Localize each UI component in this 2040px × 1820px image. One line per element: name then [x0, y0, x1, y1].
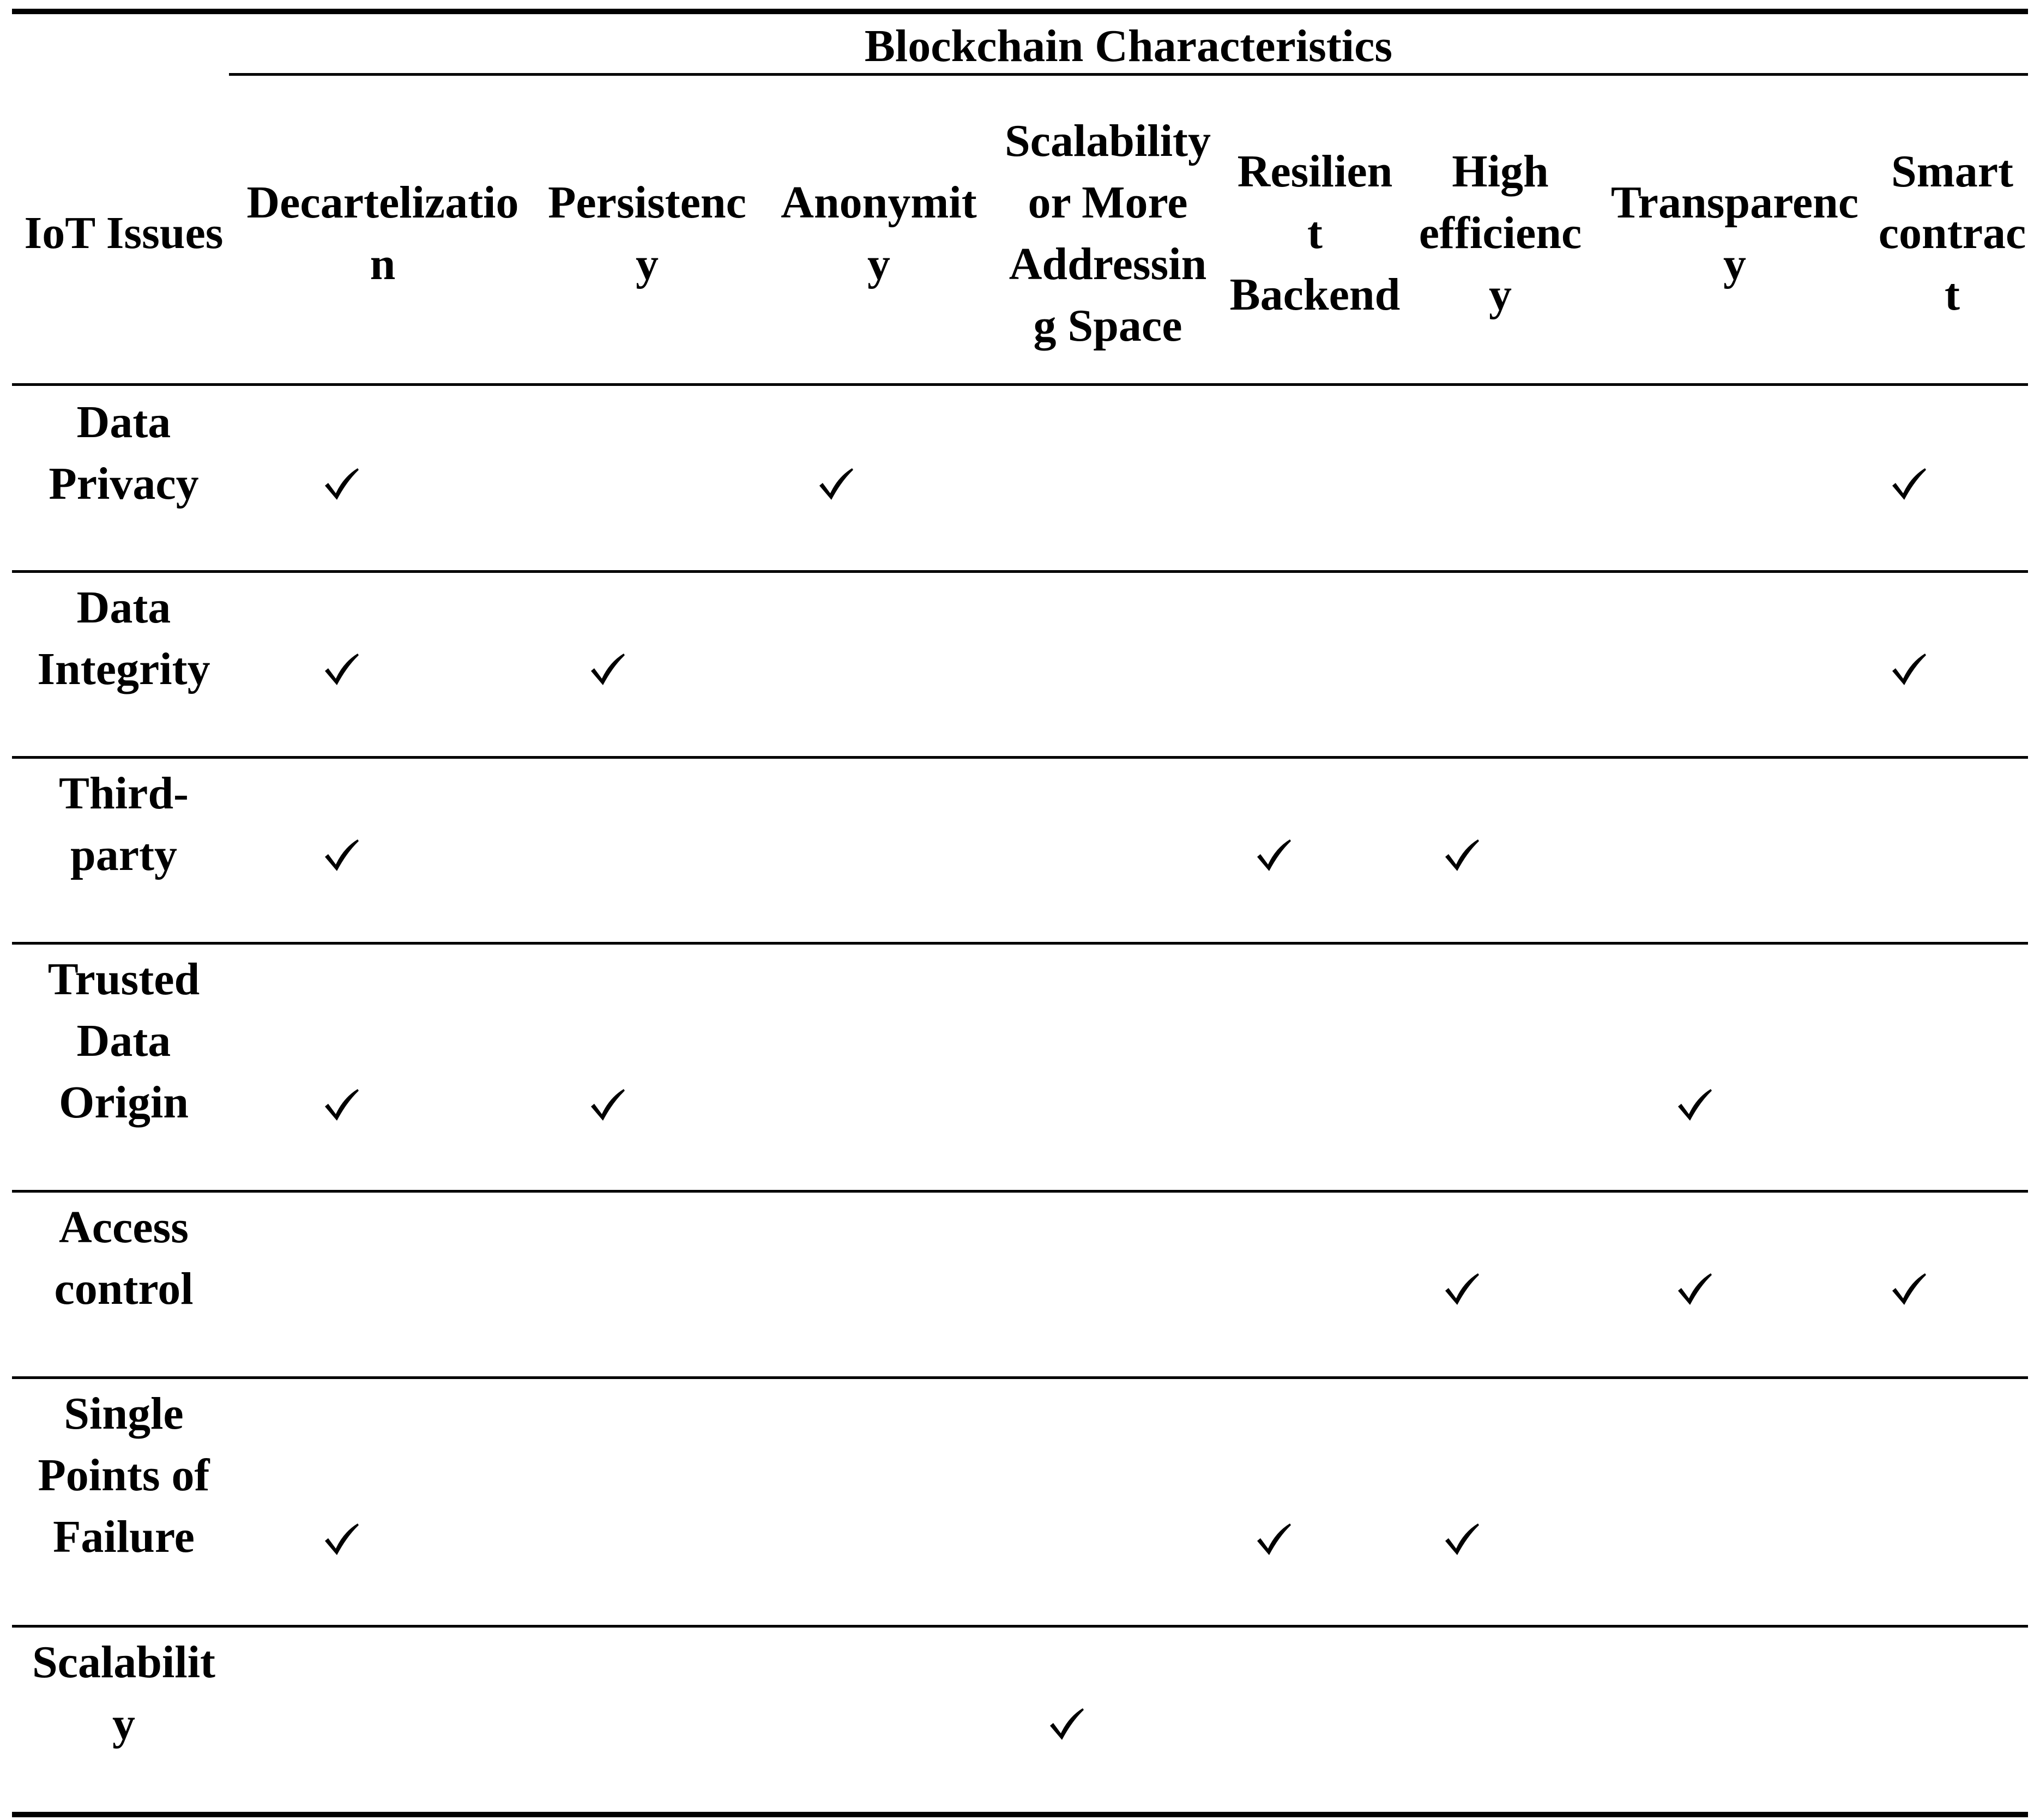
column-header: Resilien t Backend [1229, 146, 1401, 320]
checkmark-icon [1254, 1520, 1292, 1558]
checkmark-icon [816, 465, 854, 503]
checkmark-icon [1675, 1270, 1713, 1308]
table-row [0, 1191, 2040, 1377]
column-header: Decartelizatio n [246, 177, 519, 289]
column-header: Persistenc y [548, 177, 746, 289]
table-row [0, 757, 2040, 943]
checkmark-icon [1254, 836, 1292, 874]
checkmark-icon [1047, 1705, 1085, 1743]
checkmark-icon [322, 836, 360, 874]
column-header: Smart contrac t [1878, 146, 2026, 320]
table-row [0, 1377, 2040, 1626]
column-header: Anonymit y [781, 177, 977, 289]
row-issue-label: Scalabilit y [32, 1637, 216, 1749]
table-row [0, 571, 2040, 757]
column-header: High efficienc y [1419, 146, 1582, 320]
checkmark-icon [1442, 1270, 1480, 1308]
row-header-label: IoT Issues [24, 208, 224, 258]
row-divider [12, 1376, 2028, 1379]
row-divider [12, 942, 2028, 945]
row-issue-label: Data Integrity [37, 582, 210, 694]
group-header-title: Blockchain Characteristics [864, 21, 1393, 71]
checkmark-icon [322, 650, 360, 688]
table-row [0, 386, 2040, 571]
column-header: Scalability or More Addressin g Space [1004, 115, 1211, 351]
table-row [0, 1626, 2040, 1815]
row-divider [12, 756, 2028, 759]
checkmark-icon [322, 1520, 360, 1558]
row-divider [12, 570, 2028, 573]
checkmark-icon [1889, 650, 1927, 688]
checkmark-icon [588, 1086, 626, 1124]
checkmark-icon [322, 1086, 360, 1124]
bottom-rule [12, 1812, 2028, 1817]
checkmark-icon [1675, 1086, 1713, 1124]
checkmark-icon [1442, 1520, 1480, 1558]
checkmark-icon [322, 465, 360, 503]
row-issue-label: Third- party [58, 768, 189, 880]
row-issue-label: Single Points of Failure [38, 1388, 210, 1562]
column-header: Transparenc y [1610, 177, 1859, 289]
row-divider [12, 1625, 2028, 1628]
table-row [0, 943, 2040, 1191]
row-issue-label: Access control [54, 1202, 194, 1314]
checkmark-icon [588, 650, 626, 688]
checkmark-icon [1889, 1270, 1927, 1308]
row-issue-label: Trusted Data Origin [47, 954, 200, 1128]
checkmark-icon [1889, 465, 1927, 503]
row-divider [12, 1190, 2028, 1193]
row-issue-label: Data Privacy [49, 397, 199, 509]
checkmark-icon [1442, 836, 1480, 874]
top-rule [12, 9, 2028, 14]
